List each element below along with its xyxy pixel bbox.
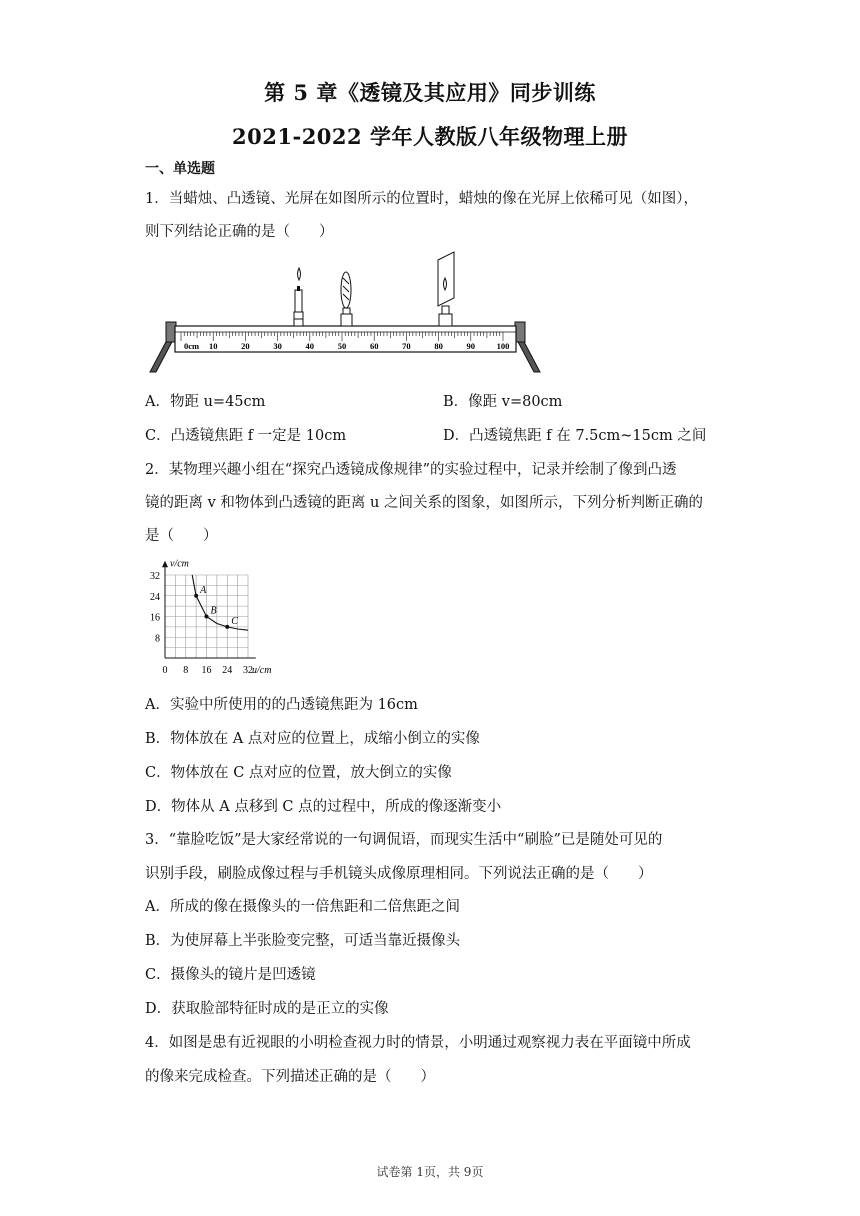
section-heading: 一、单选题 (145, 161, 215, 177)
q3-option-b[interactable]: B．为使屏幕上半张脸变完整，可适当靠近摄像头 (145, 933, 461, 949)
q2-option-b[interactable]: B．物体放在 A 点对应的位置上，成缩小倒立的实像 (145, 731, 480, 747)
point-C (225, 625, 229, 629)
ruler-tick-label: 100 (496, 341, 510, 351)
q3-option-c[interactable]: C．摄像头的镜片是凹透镜 (145, 967, 316, 983)
v-u-graph (143, 553, 283, 678)
ruler-tick-label: 60 (369, 341, 379, 351)
ruler-tick-label: 30 (273, 341, 282, 351)
x-tick-label: 8 (183, 665, 189, 676)
q4-stem-line1: 4．如图是患有近视眼的小明检查视力时的情景，小明通过观察视力表在平面镜中所成 (145, 1035, 691, 1051)
q1-option-a[interactable]: A．物距 u=45cm (145, 394, 266, 410)
x-axis-label: u/cm (252, 665, 272, 676)
x-tick-label: 32 (243, 665, 253, 676)
q1-option-b[interactable]: B．像距 v=80cm (443, 394, 563, 410)
ruler-tick-label: 0cm (184, 341, 200, 351)
ruler-tick-label: 50 (337, 341, 347, 351)
x-tick-label: 16 (201, 665, 212, 676)
x-tick-label: 0 (162, 665, 168, 676)
ruler-tick-label: 20 (241, 341, 250, 351)
q1-stem-line2: 则下列结论正确的是（ ） (145, 224, 334, 240)
y-tick-label: 32 (150, 571, 160, 582)
q2-option-c[interactable]: C．物体放在 C 点对应的位置，放大倒立的实像 (145, 765, 452, 781)
light-screen (438, 252, 454, 326)
q2-option-a[interactable]: A．实验中所使用的的凸透镜焦距为 16cm (145, 697, 418, 713)
point-label-C: C (231, 615, 238, 627)
y-tick-label: 24 (150, 591, 160, 603)
ruler-tick-label: 70 (402, 341, 411, 351)
q3-stem-line2: 识别手段，刷脸成像过程与手机镜头成像原理相同。下列说法正确的是（ ） (145, 866, 653, 882)
ruler-tick-label: 90 (466, 341, 476, 351)
q3-option-a[interactable]: A．所成的像在摄像头的一倍焦距和二倍焦距之间 (145, 899, 460, 915)
candle (294, 268, 303, 326)
point-A (194, 594, 198, 598)
q2-stem-line3: 是（ ） (145, 528, 218, 544)
y-tick-label: 16 (150, 612, 160, 624)
q4-stem-line2: 的像来完成检查。下列描述正确的是（ ） (145, 1069, 435, 1085)
y-axis-label: v/cm (170, 558, 189, 570)
point-label-A: A (200, 584, 207, 596)
page-footer: 试卷第 1页，共 9页 (376, 1165, 484, 1179)
y-axis-arrow (162, 561, 168, 567)
q1-stem-line1: 1．当蜡烛、凸透镜、光屏在如图所示的位置时，蜡烛的像在光屏上依稀可见（如图）， (145, 191, 698, 207)
ruler-tick-label: 40 (305, 341, 315, 351)
q2-stem-line1: 2．某物理兴趣小组在“探究凸透镜成像规律”的实验过程中，记录并绘制了像到凸透 (145, 462, 677, 478)
q3-stem-line1: 3．“靠脸吃饭”是大家经常说的一句调侃语，而现实生活中“刷脸”已是随处可见的 (145, 832, 663, 848)
point-label-B: B (210, 605, 217, 617)
y-tick-label: 8 (155, 633, 160, 645)
q2-stem-line2: 镜的距离 v 和物体到凸透镜的距离 u 之间关系的图象，如图所示，下列分析判断正确的 (145, 495, 703, 511)
v-u-curve (192, 575, 248, 630)
convex-lens (341, 272, 352, 326)
optical-bench-figure (148, 250, 548, 380)
point-B (205, 615, 209, 619)
ruler-tick-label: 10 (208, 341, 218, 351)
q1-option-d[interactable]: D．凸透镜焦距 f 在 7.5cm~15cm 之间 (443, 428, 707, 444)
title-line2: 2021-2022 学年人教版八年级物理上册 (232, 124, 628, 149)
x-tick-label: 24 (222, 665, 233, 676)
ruler-tick-label: 80 (434, 341, 443, 351)
q1-option-c[interactable]: C．凸透镜焦距 f 一定是 10cm (145, 428, 347, 444)
q3-option-d[interactable]: D．获取脸部特征时成的是正立的实像 (145, 1001, 389, 1017)
title-line1: 第 5 章《透镜及其应用》同步训练 (264, 80, 596, 105)
q2-option-d[interactable]: D．物体从 A 点移到 C 点的过程中，所成的像逐渐变小 (145, 799, 502, 815)
